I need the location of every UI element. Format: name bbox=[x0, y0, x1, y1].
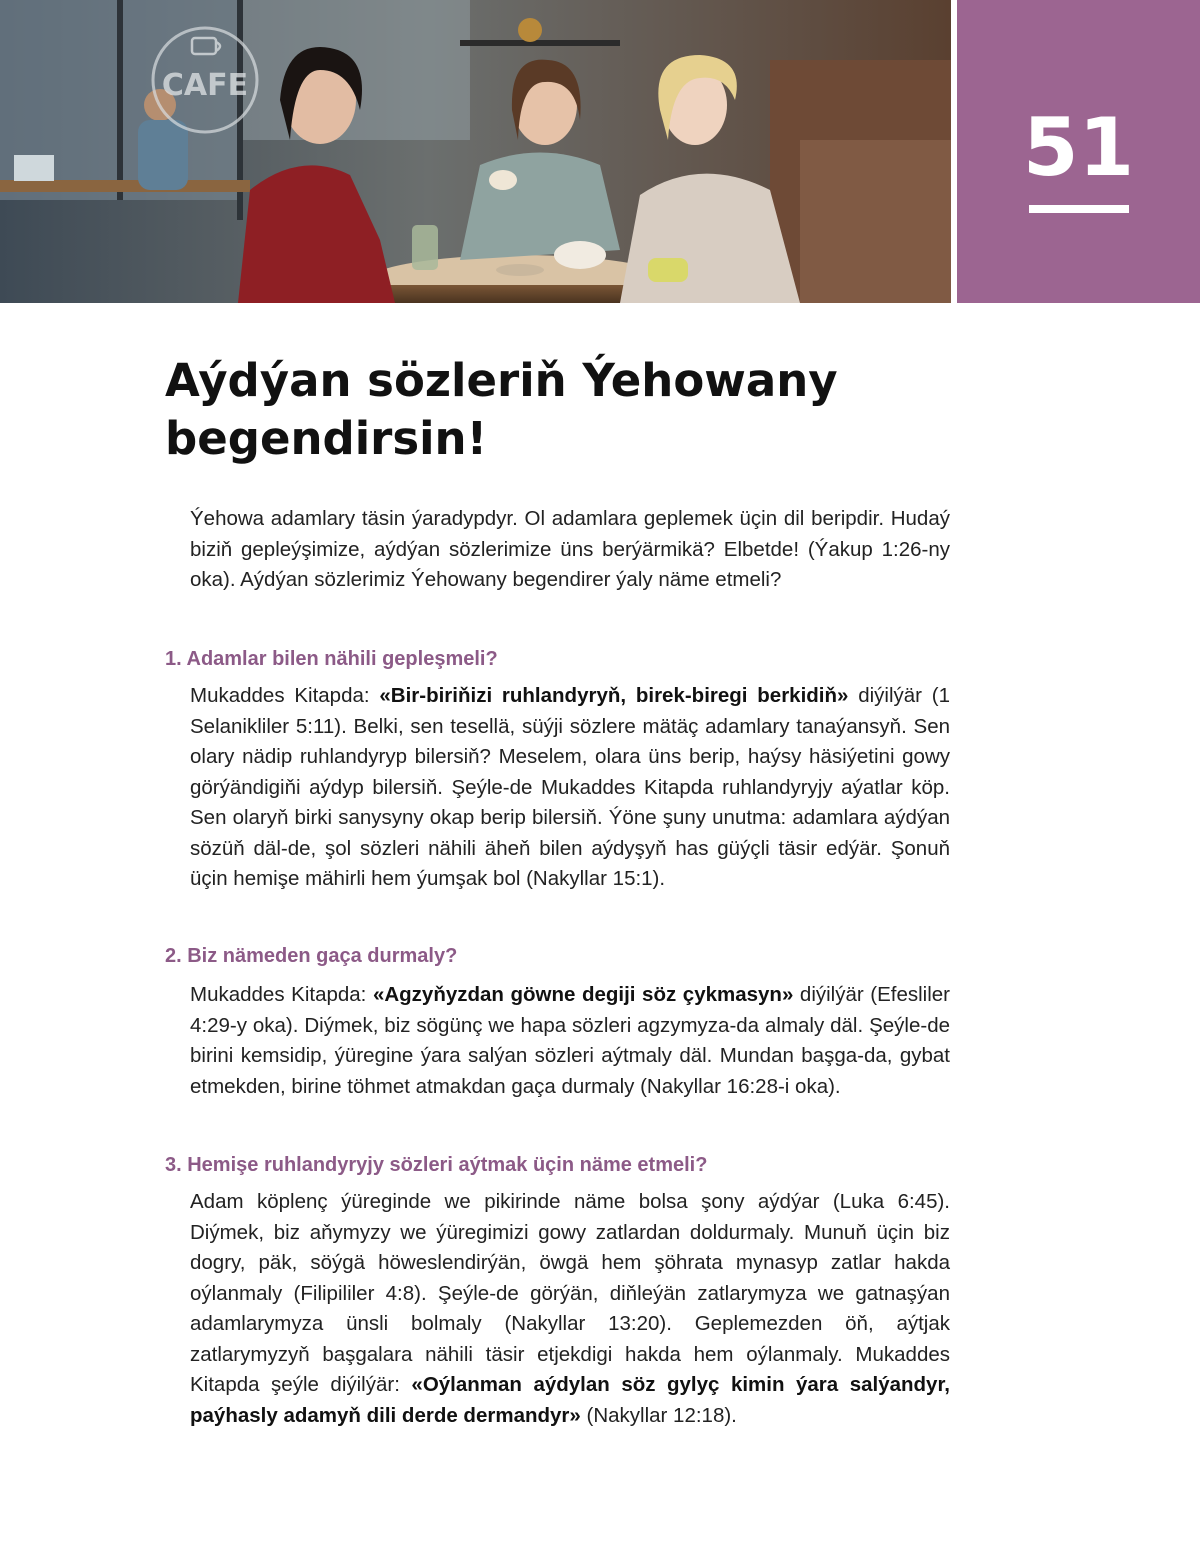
section-2-paragraph bbox=[190, 980, 950, 1102]
lesson-number-underline bbox=[1029, 205, 1129, 213]
section-2-text-after: diýilýär (Efesliler 4:29-y oka). Diýmek, biz sögünç we hapa sözleri agzymyza-da almaly däl. Şeýle-de birini kemsidip, ýüregine ýara salýan sözleri aýtmaly däl. Mundan başga-da, gybat etmekden, birine töhmet atmakdan gaça durmaly (Nakyllar 16:28-i oka). bbox=[190, 983, 951, 1098]
lesson-number-box bbox=[957, 0, 1200, 303]
section-3-text-after: (Nakyllar 12:18). bbox=[580, 1403, 737, 1427]
section-2-text-before: Mukaddes Kitapda: bbox=[190, 983, 373, 1006]
section-2-quote: «Agzyňyzdan göwne degiji söz çykmasyn» bbox=[372, 983, 794, 1006]
intro-paragraph: Ýehowa adamlary täsin ýaradypdyr. Ol adamlara geplemek üçin dil beripdir. Hudaý biziň gepleýşimize, aýdýan sözlerimize üns berýärmikä? Elbetde! (Ýakup 1:26-ny oka). Aýdýan sözlerimiz Ýehowany begendirer ýaly näme etmeli? bbox=[190, 507, 950, 591]
section-1-text-after: diýilýär (1 Selanikliler 5:11). Belki, sen tesellä, süýji sözlere mätäç adamlary tanaýansyň. Sen olary nädip ruhlandyryp bilersiň? Meselem, olara üns berip, haýsy häsiýetini gowy görýändigiňi aýdyp bilersiň. Şeýle-de Mukaddes Kitapda ruhlandyryjy aýatlar köp. Sen olaryň birki sanysyny okap berip bilersiň. Ýöne şuny unutma: adamlara aýdýan sözüň däl-de, şol sözleri nähili äheň bilen aýdyşyň has güýçli täsir edýär. Şonuň üçin hemişe mähirli hem ýumşak bol (Nakyllar 15:1). bbox=[190, 684, 950, 890]
section-3-paragraph bbox=[190, 1187, 950, 1431]
cafe-sign-text: CAFE bbox=[161, 68, 249, 103]
section-1-paragraph bbox=[190, 681, 950, 895]
section-1-heading: 1. Adamlar bilen nähili gepleşmeli? bbox=[165, 648, 498, 670]
header-photo bbox=[0, 0, 951, 303]
section-3-text-before: Adam köplenç ýüreginde we pikirinde näme bolsa şony aýdýar (Luka 6:45). Diýmek, biz aňymyzy we ýüregimizi gowy zatlardan doldurmaly. Munuň üçin biz dogry, päk, söýgä höweslendirýän, öwgä hem şöhrata mynasyp zatlar hakda oýlanmaly (Filipililer 4:8). Şeýle-de görýän, diňleýän zatlarymyza we gatnaşýan adamlarymyza ünsli bolmaly (Nakyllar 13:20). Geplemezden öň, aýtjak zatlarymyzyň başgalara nähili täsir etjekdigi hakda hem oýlanmaly. Mukaddes Kitapda şeýle diýilýär: bbox=[190, 1190, 950, 1396]
section-3-quote: «Oýlanman aýdylan söz gylyç kimin ýara salýandyr, paýhasly adamyň dili derde dermandyr» bbox=[190, 1373, 950, 1427]
lesson-number: 51 bbox=[1022, 101, 1135, 194]
section-1-quote: «Bir-biriňizi ruhlandyryň, birek-biregi berkidiň» bbox=[379, 684, 849, 707]
section-1-text-before: Mukaddes Kitapda: bbox=[190, 684, 380, 707]
section-3-heading: 3. Hemişe ruhlandyryjy sözleri aýtmak üçin näme etmeli? bbox=[165, 1154, 708, 1176]
section-2-heading: 2. Biz nämeden gaça durmaly? bbox=[165, 945, 458, 967]
page-title: Aýdýan sözleriň Ýehowany begendirsin! bbox=[165, 354, 838, 465]
